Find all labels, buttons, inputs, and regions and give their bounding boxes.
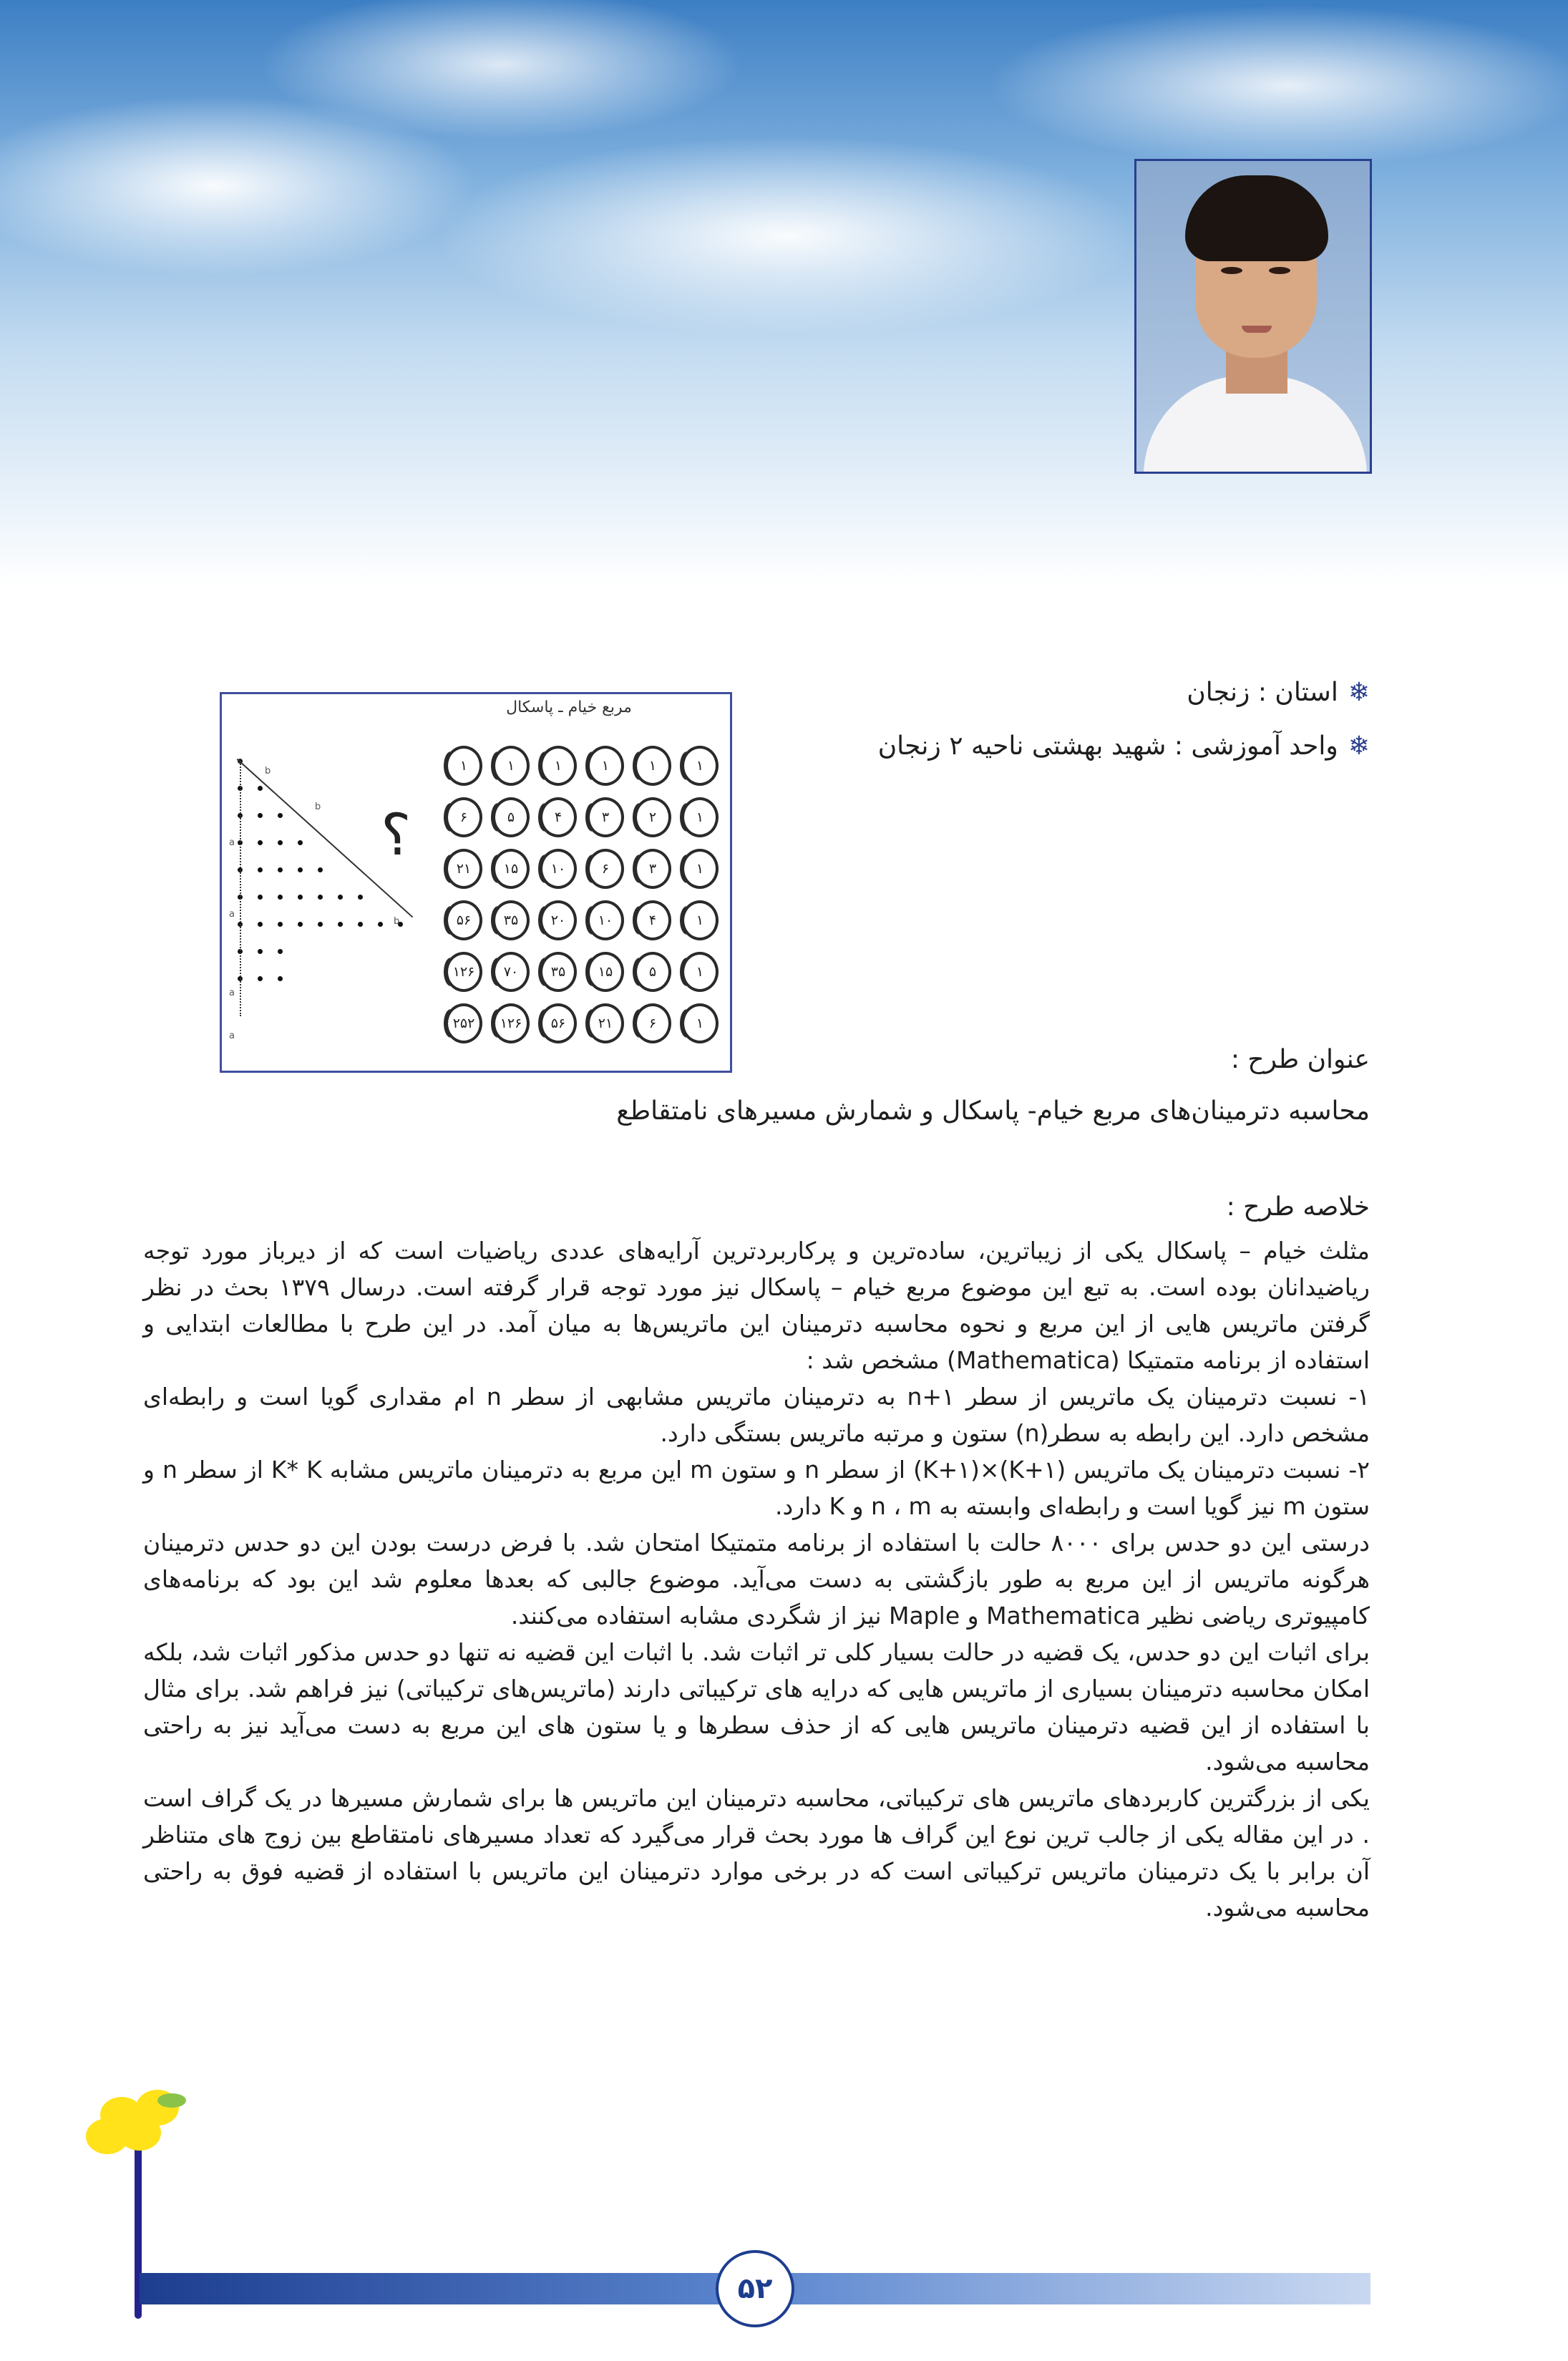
pascal-cell: ۱۵ [492,849,530,889]
flower-petal [86,2118,129,2154]
pascal-cell: ۱ [634,746,671,786]
pascal-cell: ۱ [681,797,719,837]
paragraph: مثلث خیام – پاسکال یکی از زیباترین، ساده‌ترین و پرکاربردترین آرایه‌های عددی ریاضیات است که از دیرباز مورد توجه ریاضیدانان بوده است. به تبع این موضوع مربع خیام – پاسکال نیز مورد توجه قرار گرفته است. درسال ۱۳۷۹ بحث در نظر گرفتن ماتریس هایی از این مربع و نحوه محاسبه دترمینان این ماتریس‌ها به میان آمد. در این طرح با مطالعات ابتدایی و استفاده از برنامه متمتیکا (Mathematica) مشخص شد : [143,1237,1370,1374]
pascal-cell: ۶ [634,1003,671,1043]
pascal-cell: ۲۵۲ [445,1003,482,1043]
lattice-dot [258,840,263,845]
lattice-label: b [315,802,321,812]
lattice-label: b [394,916,400,927]
portrait-mouth [1242,326,1272,333]
portrait-eye [1269,267,1290,274]
pascal-cell: ۶ [587,849,624,889]
lattice-dot [378,922,383,927]
pascal-cell: ۵۶ [445,900,482,940]
pascal-cell: ۵ [492,797,530,837]
flower-leaf [157,2093,186,2108]
page-number: ۵۲ [716,2250,794,2327]
lattice-dot [278,813,283,818]
figure-caption: مربع خیام ـ پاسکال [506,698,632,716]
lattice-label: a [229,837,235,848]
pascal-cell: ۱۰ [587,900,624,940]
lattice-label: a [229,988,235,998]
province-label: استان : زنجان [1187,678,1338,707]
lattice-dot [278,949,283,954]
lattice-dot [298,895,303,900]
pascal-cell: ۱ [587,746,624,786]
lattice-dot [258,949,263,954]
lattice-label: b [265,766,271,777]
lattice-dot [258,976,263,981]
lattice-dot [318,895,323,900]
pascal-cell: ۱ [540,746,577,786]
pascal-square-figure [220,692,732,1073]
lattice-dot [298,922,303,927]
pascal-cell: ۱۲۶ [445,952,482,992]
portrait-hair [1185,175,1328,261]
pascal-cell: ۷۰ [492,952,530,992]
pascal-cell: ۱ [492,746,530,786]
lattice-dot [278,895,283,900]
paragraph: یکی از بزرگترین کاربردهای ماتریس های ترکیباتی، محاسبه دترمینان این ماتریس ها برای شمارش مسیرها در یک گراف است . در این مقاله یکی از جالب ترین نوع این گراف ها مورد بحث قرار می‌گیرد که تعداد مسیرهای نامتقاطع بین زوج های متناظر آن برابر با یک دترمینان ماتریس ترکیباتی است که در برخی موارد دترمینان این ماتریس با استفاده از قضیه فوق به راحتی محاسبه می‌شود. [143,1784,1370,1922]
pascal-cell: ۵۶ [540,1003,577,1043]
lattice-dot [298,867,303,872]
pascal-cell: ۵ [634,952,671,992]
summary-body [143,1232,1370,1926]
title-heading: عنوان طرح : [1230,1045,1370,1074]
pascal-cell: ۱ [681,952,719,992]
lattice-dot [258,895,263,900]
lattice-dot [258,813,263,818]
pascal-cell: ۶ [445,797,482,837]
question-mark: ؟ [381,802,412,868]
lattice-dot [258,867,263,872]
pascal-cell: ۱۵ [587,952,624,992]
pascal-cell: ۴ [540,797,577,837]
portrait-eye [1221,267,1242,274]
pascal-cell: ۴ [634,900,671,940]
lattice-dot [278,867,283,872]
paragraph: ۱- نسبت دترمینان یک ماتریس از سطر n+۱ به دترمینان ماتریس مشابهی از سطر n ام مقداری گویا است و رابطه‌ای مشخص دارد. این رابطه به سطر(n) ستون و مرتبه ماتریس بستگی دارد. [143,1383,1370,1447]
province-line [726,666,1370,719]
summary-heading: خلاصه طرح : [1226,1192,1370,1222]
snowflake-icon: ❄ [1348,731,1370,761]
snowflake-icon: ❄ [1348,678,1370,707]
title-text: محاسبه دترمینان‌های مربع خیام- پاسکال و شمارش مسیرهای نامتقاطع [616,1096,1370,1126]
lattice-dot [318,922,323,927]
pascal-cell: ۱ [445,746,482,786]
lattice-dot [318,867,323,872]
info-block [726,666,1370,773]
pascal-cell: ۲ [634,797,671,837]
paragraph: برای اثبات این دو حدس، یک قضیه در حالت بسیار کلی تر اثبات شد. با اثبات این قضیه نه تنها دو حدس مذکور اثبات شد، بلکه امکان محاسبه دترمینان بسیاری از ماتریس هایی که درایه های ترکیباتی دارند (ماتریس‌های ترکیباتی) نیز فراهم شد. برای مثال با استفاده از این قضیه دترمینان ماتریس هایی که از حذف سطرها و یا ستون های این مربع به دست می‌آید نیز به راحتی محاسبه می‌شود. [143,1638,1370,1776]
pascal-cell: ۳ [634,849,671,889]
lattice-dot [278,840,283,845]
pascal-cell: ۱۲۶ [492,1003,530,1043]
lattice-label: a [229,1031,235,1041]
pascal-cell: ۳ [587,797,624,837]
pascal-cell: ۱۰ [540,849,577,889]
pascal-cell: ۲۱ [445,849,482,889]
paragraph: درستی این دو حدس برای ۸۰۰۰ حالت با استفاده از برنامه متمتیکا امتحان شد. با فرض درست بودن این دو حدس دترمینان هرگونه ماتریس از این مربع به طور بازگشتی به دست می‌آید. موضوع جالبی که بعدها معلوم شد این بود که برنامه‌های کامپیوتری ریاضی نظیر Mathematica و Maple نیز از شگردی مشابه استفاده می‌کنند. [143,1529,1370,1630]
lattice-dot [358,922,363,927]
pascal-cell: ۱ [681,900,719,940]
pascal-cell: ۱ [681,746,719,786]
portrait-photo [1134,159,1372,474]
pascal-cell: ۱ [681,1003,719,1043]
lattice-dot [258,922,263,927]
lattice-dot [258,786,263,791]
pascal-cell: ۱ [681,849,719,889]
lattice-dot [358,895,363,900]
pascal-cell: ۳۵ [492,900,530,940]
lattice-diagram [229,759,415,1045]
lattice-label: a [229,909,235,920]
paragraph: ۲- نسبت دترمینان یک ماتریس (K+۱)×(K+۱) از سطر n و ستون m این مربع به دترمینان ماتریس مشابه K* K از سطر n و ستون m نیز گویا است و رابطه‌ای وابسته به n ، m و K دارد. [143,1456,1370,1520]
pascal-cell: ۲۰ [540,900,577,940]
lattice-dot [298,840,303,845]
pascal-cell: ۲۱ [587,1003,624,1043]
lattice-dot [278,922,283,927]
lattice-dot [338,922,343,927]
lattice-axis [240,759,241,1016]
pascal-cell: ۳۵ [540,952,577,992]
lattice-diagonal [237,759,414,917]
pascal-grid [438,746,724,1061]
unit-label: واحد آموزشی : شهید بهشتی ناحیه ۲ زنجان [877,731,1338,761]
lattice-dot [338,895,343,900]
unit-line [726,719,1370,773]
lattice-dot [278,976,283,981]
